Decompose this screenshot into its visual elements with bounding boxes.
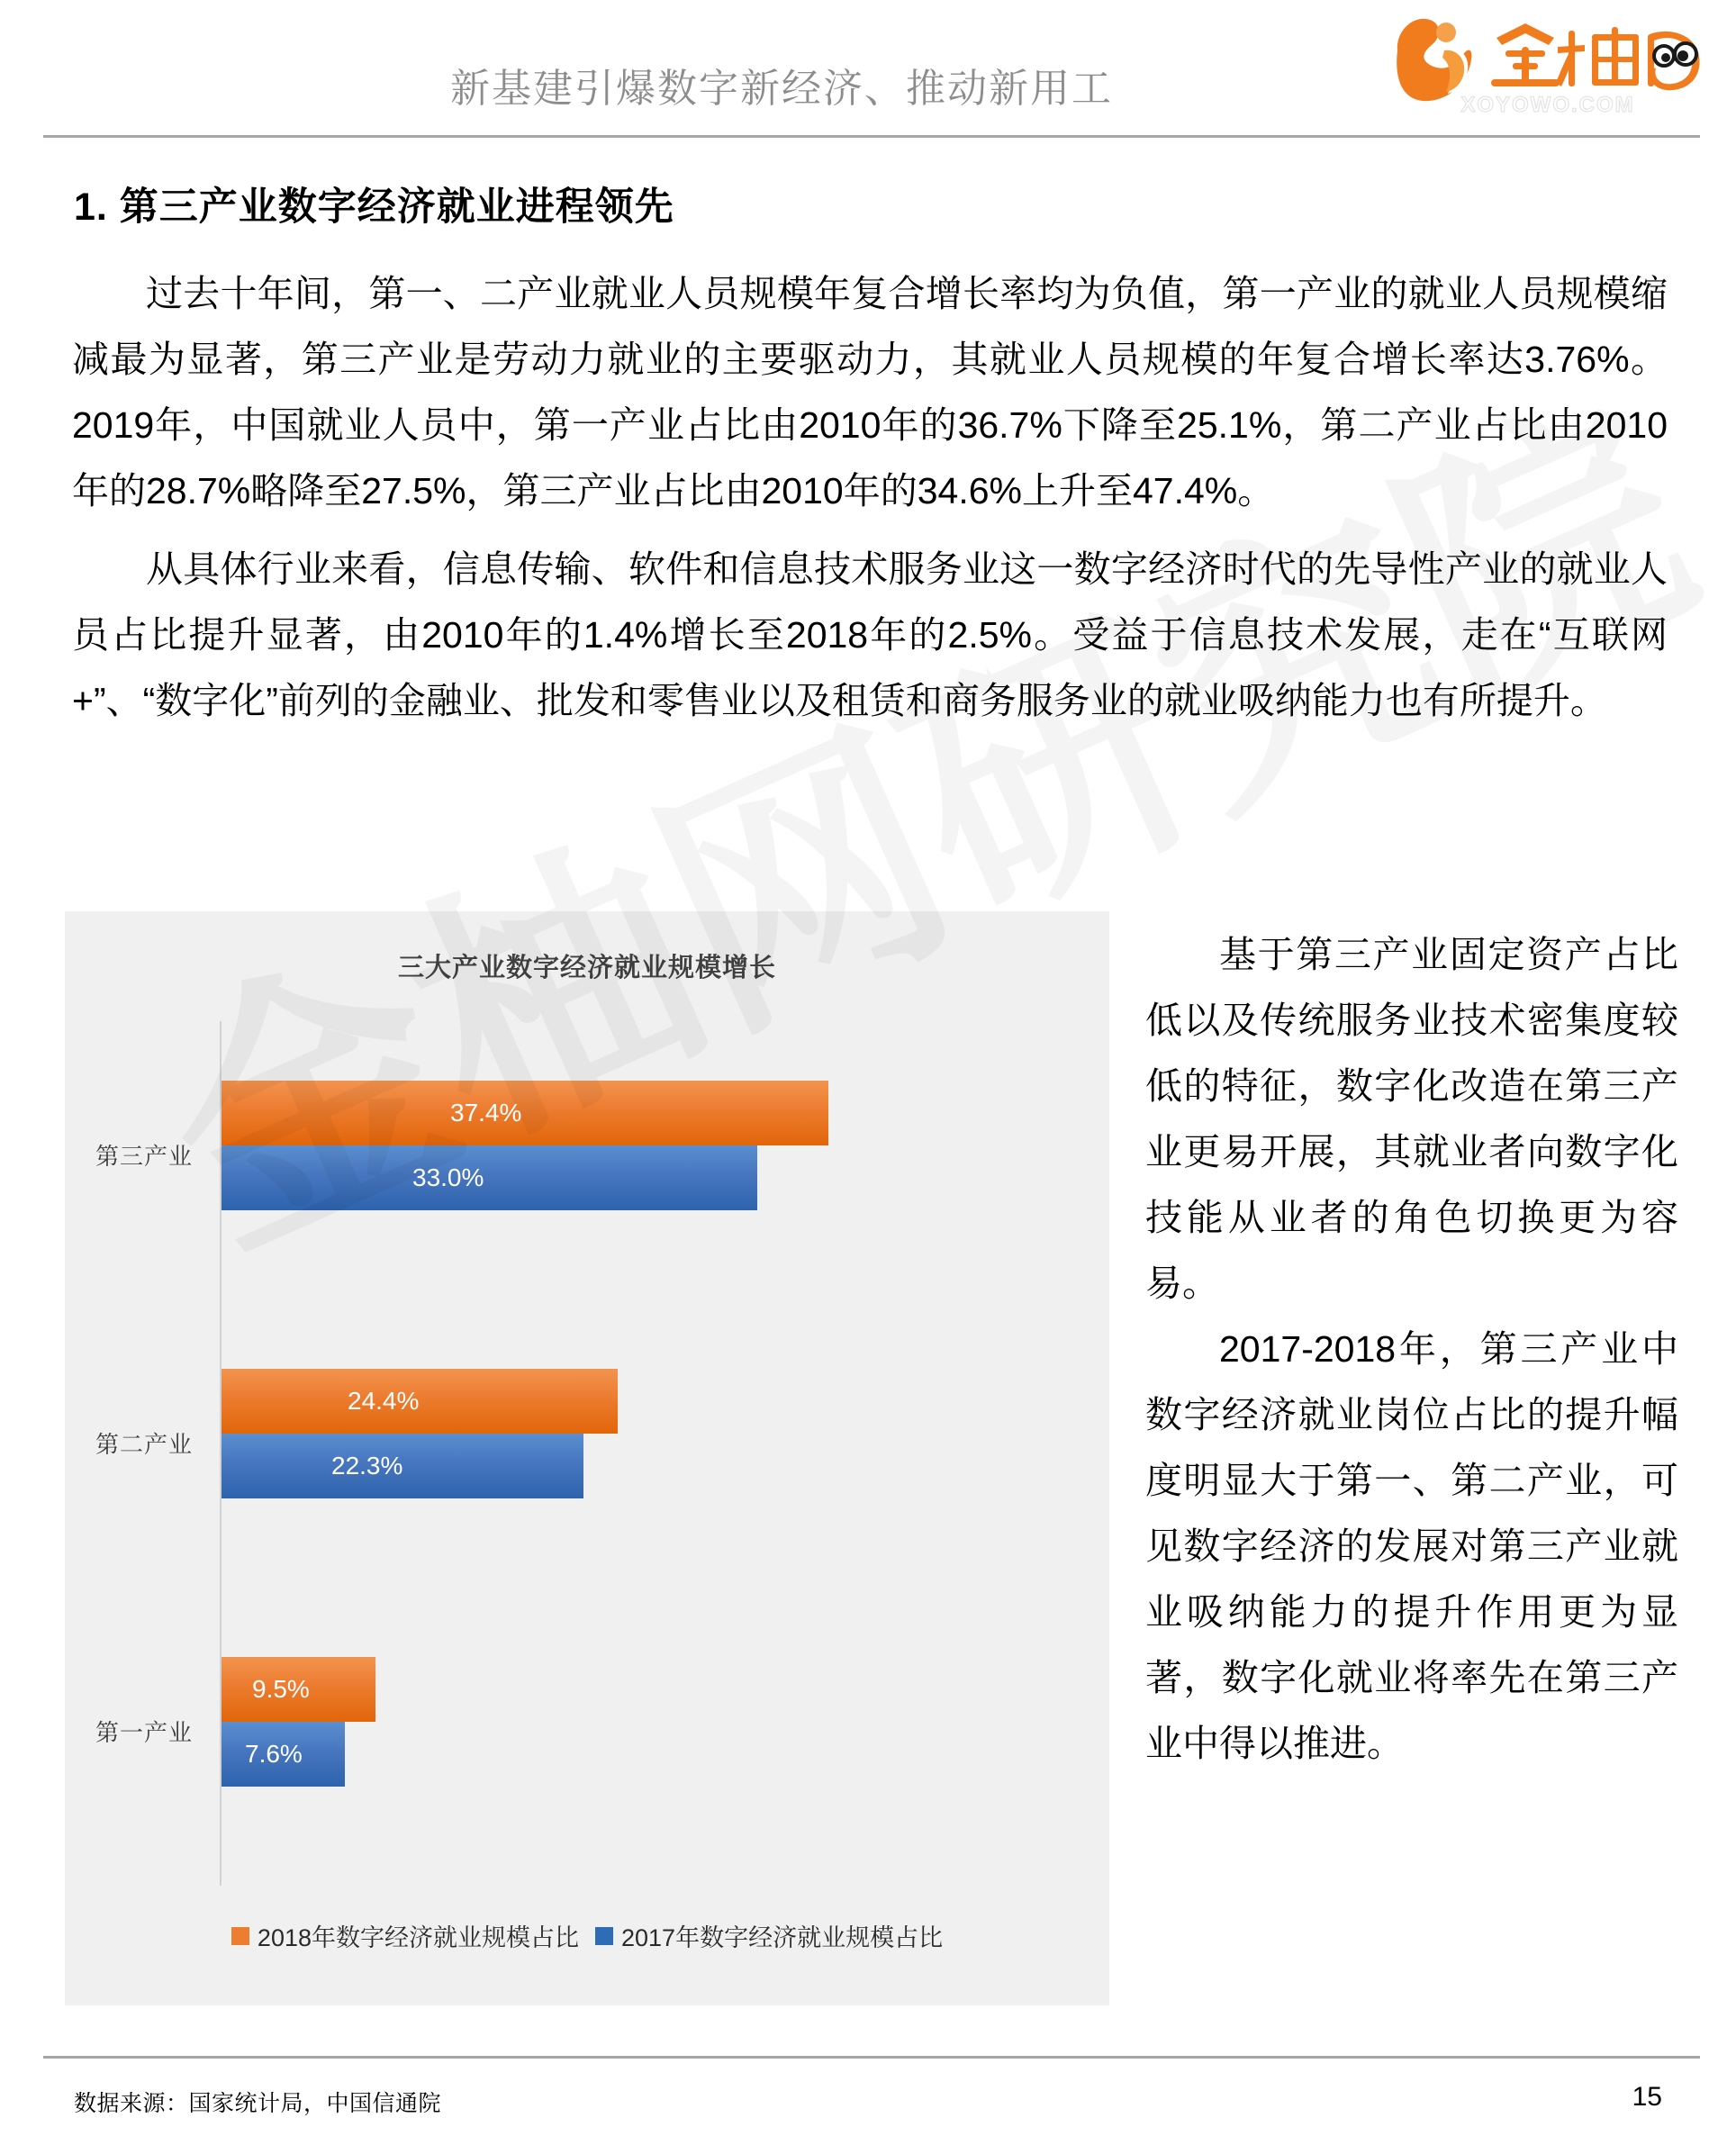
data-source-note: 数据来源：国家统计局，中国信通院 bbox=[74, 2091, 442, 2116]
body-paragraph-2: 从具体行业来看，信息传输、软件和信息技术服务业这一数字经济时代的先导性产业的就业人员占比提升显著，由2010年的1.4%增长至2018年的2.5%。受益于信息技术发展，走在“互联网+”、“数字化”前列的金融业、批发和零售业以及租赁和商务服务业的就业吸纳能力也有所提升。 bbox=[72, 548, 1668, 721]
legend-swatch-icon bbox=[595, 1927, 613, 1945]
legend-label: 2017年数字经济就业规模占比 bbox=[621, 1924, 944, 1951]
body-content bbox=[72, 261, 1668, 747]
side-commentary bbox=[1145, 922, 1678, 1777]
body-paragraph-1: 过去十年间，第一、二产业就业人员规模年复合增长率均为负值，第一产业的就业人员规模缩减最为显著，第三产业是劳动力就业的主要驱动力，其就业人员规模的年复合增长率达3.76%。2019年，中国就业人员中，第一产业占比由2010年的36.7%下降至25.1%，第二产业占比由2010年的28.7%略降至27.5%，第三产业占比由2010年的34.6%上升至47.4%。 bbox=[72, 273, 1668, 511]
lower-section bbox=[0, 911, 1736, 2021]
page-header bbox=[0, 0, 1736, 137]
page-number: 15 bbox=[1632, 2082, 1662, 2112]
bar-chart bbox=[65, 911, 1109, 2005]
chart-bar-value: 33.0% bbox=[412, 1163, 484, 1191]
chart-bar-primary-2018 bbox=[222, 1657, 375, 1722]
chart-group-tertiary bbox=[65, 1016, 1109, 1313]
legend-item-2017[interactable] bbox=[595, 1918, 943, 1953]
chart-group-primary bbox=[65, 1592, 1109, 1889]
side-paragraph-1: 基于第三产业固定资产占比低以及传统服务业技术密集度较低的特征，数字化改造在第三产业更易开展，其就业者向数字化技能从业者的角色切换更为容易。 bbox=[1145, 934, 1678, 1304]
chart-bar-tertiary-2018 bbox=[222, 1081, 828, 1145]
chart-bar-value: 22.3% bbox=[331, 1452, 403, 1480]
jinyouwang-logo bbox=[1390, 7, 1707, 119]
chart-bar-primary-2017 bbox=[222, 1722, 345, 1787]
chart-bar-tertiary-2017 bbox=[222, 1145, 757, 1210]
chart-category-label: 第二产业 bbox=[95, 1431, 193, 1458]
chart-bar-value: 9.5% bbox=[252, 1675, 310, 1703]
legend-swatch-icon bbox=[231, 1927, 249, 1945]
header-divider bbox=[43, 135, 1700, 138]
chart-bar-value: 37.4% bbox=[450, 1099, 522, 1127]
chart-plot-area bbox=[65, 1001, 1109, 1911]
side-paragraph-2: 2017-2018年，第三产业中数字经济就业岗位占比的提升幅度明显大于第一、第二产业，可见数字经济的发展对第三产业就业吸纳能力的提升作用更为显著，数字化就业将率先在第三产业中得以推进。 bbox=[1145, 1328, 1678, 1764]
footer-divider bbox=[43, 2056, 1700, 2059]
chart-bar-secondary-2018 bbox=[222, 1369, 618, 1434]
header-title: 新基建引爆数字新经济、推动新用工 bbox=[450, 67, 1113, 111]
legend-item-2018[interactable] bbox=[231, 1918, 579, 1953]
legend-label: 2018年数字经济就业规模占比 bbox=[257, 1924, 579, 1951]
page-title: 1. 第三产业数字经济就业进程领先 bbox=[74, 186, 674, 229]
chart-bar-secondary-2017 bbox=[222, 1434, 583, 1498]
chart-group-secondary bbox=[65, 1304, 1109, 1601]
chart-category-label: 第三产业 bbox=[95, 1143, 193, 1170]
chart-category-label: 第一产业 bbox=[95, 1719, 193, 1746]
chart-legend bbox=[65, 1918, 1109, 1953]
svg-text:XOYOWO.COM: XOYOWO.COM bbox=[1460, 93, 1635, 117]
chart-title: 三大产业数字经济就业规模增长 bbox=[397, 954, 776, 982]
chart-bar-value: 7.6% bbox=[245, 1740, 303, 1768]
chart-bar-value: 24.4% bbox=[348, 1387, 420, 1415]
